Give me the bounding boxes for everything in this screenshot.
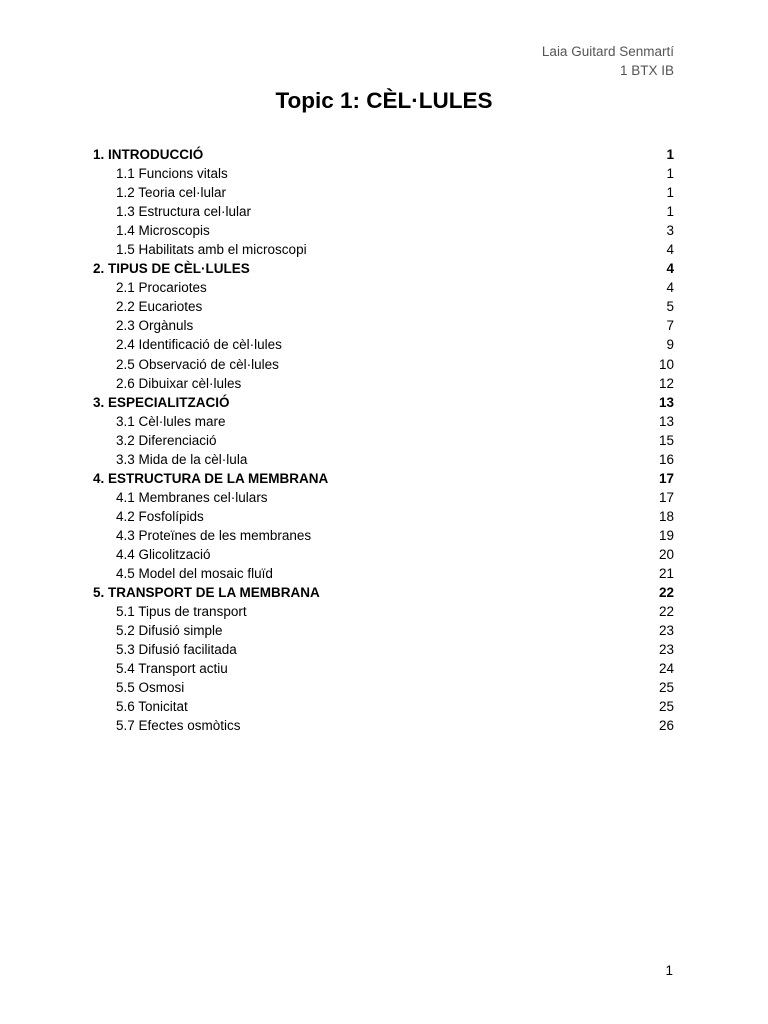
toc-entry-page: 4 xyxy=(666,261,674,277)
toc-entry-page: 16 xyxy=(658,451,674,467)
toc-entry-page: 25 xyxy=(658,699,674,715)
toc-entry-page: 24 xyxy=(658,661,674,677)
toc-entry-label: 1.4 Microscopis xyxy=(116,223,210,239)
toc-entry-label: 5.2 Difusió simple xyxy=(116,623,223,639)
toc-entry-page: 22 xyxy=(658,585,674,601)
toc-entry-label: 2. TIPUS DE CÈL·LULES xyxy=(93,261,250,277)
toc-subsection-row xyxy=(93,545,674,564)
toc-subsection-row xyxy=(93,659,674,678)
page-number: 1 xyxy=(665,963,673,978)
toc-entry-label: 3.3 Mida de la cèl·lula xyxy=(116,451,248,467)
toc-entry-page: 7 xyxy=(666,318,674,334)
author-name: Laia Guitard Senmartí xyxy=(541,44,674,59)
toc-entry-label: 2.3 Orgànuls xyxy=(116,318,194,334)
toc-subsection-row xyxy=(93,412,674,431)
toc-entry-label: 5.6 Tonicitat xyxy=(116,699,188,715)
toc-entry-page: 4 xyxy=(666,242,674,258)
toc-entry-page: 3 xyxy=(666,223,674,239)
toc-subsection-row xyxy=(93,355,674,374)
toc-subsection-row xyxy=(93,316,674,335)
toc-entry-label: 1.1 Funcions vitals xyxy=(116,166,228,182)
toc-section-row xyxy=(93,583,674,602)
toc-entry-label: 1. INTRODUCCIÓ xyxy=(93,147,204,162)
toc-entry-page: 9 xyxy=(666,337,674,353)
toc-subsection-row xyxy=(93,678,674,697)
toc-entry-label: 4.1 Membranes cel·lulars xyxy=(116,489,268,505)
toc-entry-label: 2.2 Eucariotes xyxy=(116,299,203,315)
toc-entry-label: 4.2 Fosfolípids xyxy=(116,508,204,524)
toc-entry-page: 18 xyxy=(658,508,674,524)
toc-entry-label: 3.2 Diferenciació xyxy=(116,432,217,448)
toc-entry-label: 4. ESTRUCTURA DE LA MEMBRANA xyxy=(93,470,329,486)
toc-entry-label: 1.2 Teoria cel·lular xyxy=(116,185,227,201)
toc-entry-label: 5.3 Difusió facilitada xyxy=(116,642,237,658)
toc-entry-page: 17 xyxy=(658,489,674,505)
toc-entry-page: 26 xyxy=(658,718,674,734)
toc-entry-label: 4.3 Proteïnes de les membranes xyxy=(116,527,312,543)
toc-entry-label: 5.1 Tipus de transport xyxy=(116,604,247,620)
toc-subsection-row xyxy=(93,183,674,202)
toc-entry-page: 12 xyxy=(658,375,674,391)
toc-entry-label: 2.5 Observació de cèl·lules xyxy=(116,356,279,372)
toc-entry-label: 4.5 Model del mosaic fluïd xyxy=(116,566,273,582)
toc-section-row xyxy=(93,469,674,488)
table-of-contents xyxy=(93,145,674,735)
toc-entry-label: 1.5 Habilitats amb el microscopi xyxy=(116,242,307,258)
toc-subsection-row xyxy=(93,697,674,716)
toc-entry-page: 13 xyxy=(658,413,674,429)
document-title: Topic 1: CÈL·LULES xyxy=(275,88,493,113)
toc-entry-label: 3.1 Cèl·lules mare xyxy=(116,413,226,429)
toc-section-row xyxy=(93,259,674,278)
toc-subsection-row xyxy=(93,602,674,621)
toc-entry-page: 13 xyxy=(658,394,674,410)
toc-entry-page: 15 xyxy=(658,432,674,448)
document-header xyxy=(542,42,674,80)
toc-section-row xyxy=(93,145,674,164)
toc-subsection-row xyxy=(93,374,674,393)
toc-entry-label: 5.4 Transport actiu xyxy=(116,661,228,677)
toc-entry-page: 1 xyxy=(666,204,674,220)
toc-entry-label: 2.4 Identificació de cèl·lules xyxy=(116,337,282,353)
toc-entry-page: 17 xyxy=(658,470,674,486)
class-name: 1 BTX IB xyxy=(619,63,674,78)
toc-entry-label: 3. ESPECIALITZACIÓ xyxy=(93,394,230,410)
toc-entry-page: 10 xyxy=(658,356,674,372)
toc-entry-label: 5.7 Efectes osmòtics xyxy=(116,718,241,734)
toc-subsection-row xyxy=(93,297,674,316)
toc-entry-label: 2.1 Procariotes xyxy=(116,280,207,296)
toc-entry-page: 21 xyxy=(658,566,674,582)
toc-subsection-row xyxy=(93,202,674,221)
toc-subsection-row xyxy=(93,488,674,507)
toc-entry-page: 23 xyxy=(658,642,674,658)
toc-entry-page: 5 xyxy=(666,299,674,315)
toc-entry-label: 5.5 Osmosi xyxy=(116,680,185,696)
toc-subsection-row xyxy=(93,278,674,297)
toc-entry-page: 23 xyxy=(658,623,674,639)
toc-subsection-row xyxy=(93,507,674,526)
toc-entry-page: 1 xyxy=(666,185,674,201)
toc-entry-page: 22 xyxy=(658,604,674,620)
toc-entry-page: 4 xyxy=(666,280,674,296)
toc-subsection-row xyxy=(93,450,674,469)
toc-subsection-row xyxy=(93,621,674,640)
toc-entry-label: 4.4 Glicolització xyxy=(116,546,211,562)
toc-subsection-row xyxy=(93,335,674,354)
toc-section-row xyxy=(93,393,674,412)
toc-subsection-row xyxy=(93,240,674,259)
toc-subsection-row xyxy=(93,716,674,735)
toc-entry-label: 1.3 Estructura cel·lular xyxy=(116,204,252,220)
toc-entry-page: 20 xyxy=(658,546,674,562)
toc-subsection-row xyxy=(93,564,674,583)
toc-entry-label: 5. TRANSPORT DE LA MEMBRANA xyxy=(93,585,320,601)
toc-subsection-row xyxy=(93,431,674,450)
toc-entry-label: 2.6 Dibuixar cèl·lules xyxy=(116,375,242,391)
toc-subsection-row xyxy=(93,640,674,659)
toc-entry-page: 1 xyxy=(666,147,674,162)
toc-subsection-row xyxy=(93,221,674,240)
toc-entry-page: 1 xyxy=(666,166,674,182)
toc-subsection-row xyxy=(93,526,674,545)
toc-subsection-row xyxy=(93,164,674,183)
toc-entry-page: 19 xyxy=(658,527,674,543)
toc-entry-page: 25 xyxy=(658,680,674,696)
